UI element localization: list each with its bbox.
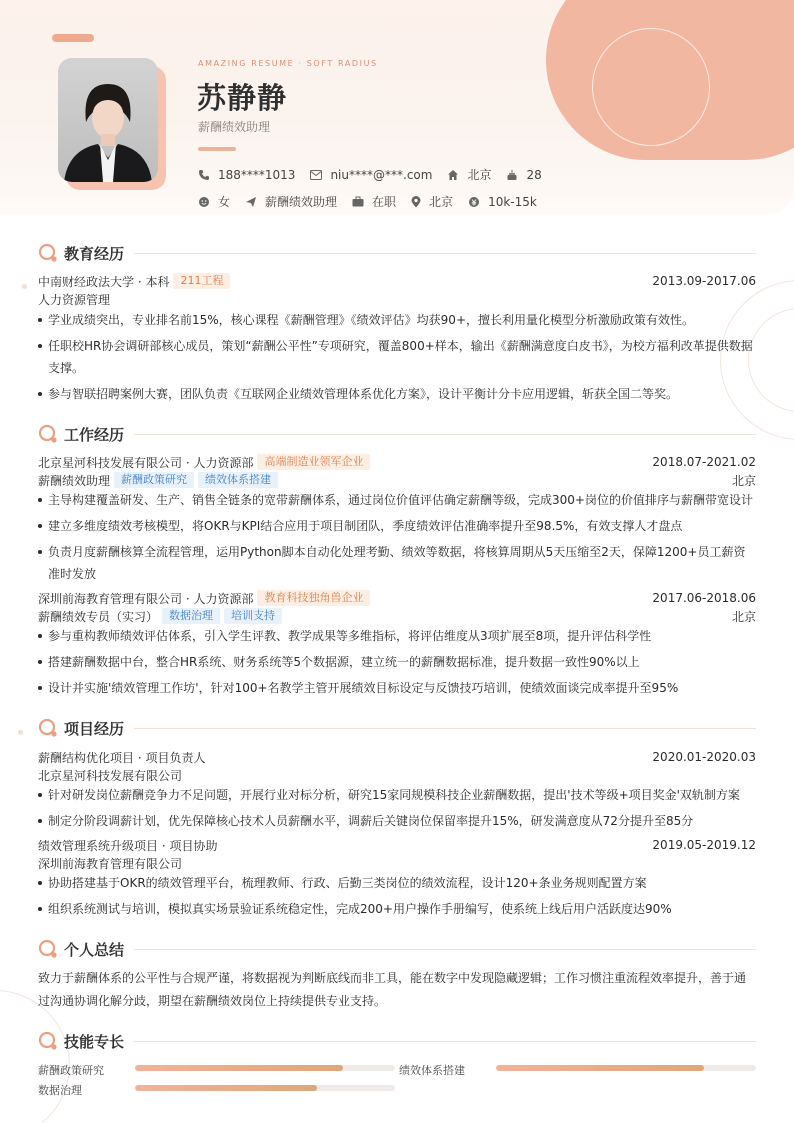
candidate-title: 薪酬绩效助理	[198, 120, 271, 134]
section-divider	[134, 434, 756, 435]
gender-info	[198, 193, 230, 210]
search-icon	[38, 1031, 58, 1051]
project-row	[38, 749, 756, 765]
summary-section-header	[38, 939, 756, 959]
job-city: 北京	[731, 473, 756, 488]
skill-bar	[135, 1065, 395, 1071]
summary-text: 致力于薪酬体系的公平性与合规严谨，将数据视为判断底线而非工具，能在数字中发现隐藏逻辑；工作习惯注重流程效率提升，善于通过沟通协调化解分歧，期望在薪酬绩效岗位上持续提供专业支持。	[38, 971, 747, 1008]
skill-name: 数据治理	[38, 1084, 82, 1097]
job-company-row	[38, 590, 756, 606]
school-tag: 211工程	[173, 273, 230, 289]
education-bullet: 学业成绩突出，专业排名前15%，核心课程《薪酬管理》《绩效评估》均获90+，擅长利用量化模型分析激励政策有效性。	[38, 309, 756, 331]
project-name: 薪酬结构优化项目 · 项目负责人	[38, 750, 206, 765]
skills-title: 技能专长	[64, 1032, 125, 1051]
portrait-icon	[58, 58, 158, 182]
project-org: 深圳前海教育管理有限公司	[38, 856, 183, 871]
skill-bar-fill	[135, 1085, 317, 1091]
salary-text: 10k-15k	[488, 194, 537, 209]
school-name: 中南财经政法大学 · 本科	[38, 274, 170, 289]
candidate-name: 苏静静	[197, 81, 288, 115]
position-tag: 培训支持	[224, 608, 282, 624]
target-job-text: 薪酬绩效助理	[265, 195, 338, 209]
major-row	[38, 291, 756, 307]
education-bullet: 任职校HR协会调研部核心成员，策划“薪酬公平性”专项研究，覆盖800+样本，输出《薪酬满意度白皮书》，为校方福利改革提供数据支撑。	[38, 335, 756, 379]
age-text: 28	[526, 167, 542, 182]
company-name: 北京星河科技发展有限公司 · 人力资源部	[38, 455, 254, 470]
status-info	[352, 193, 396, 210]
job-position-row	[38, 608, 756, 624]
project-org-row	[38, 855, 756, 871]
projects-title: 项目经历	[64, 719, 125, 738]
skill-bar	[496, 1065, 756, 1071]
job-city: 北京	[731, 609, 756, 624]
decorative-ring	[592, 28, 710, 146]
company-tag: 教育科技独角兽企业	[257, 590, 370, 606]
skill-name: 薪酬政策研究	[38, 1064, 104, 1077]
project-org-row	[38, 767, 756, 783]
position-tag: 绩效体系搭建	[198, 472, 278, 488]
intent-row	[198, 193, 552, 210]
target-city-text: 北京	[429, 195, 454, 209]
skill-name: 绩效体系搭建	[399, 1064, 465, 1077]
search-icon	[38, 939, 58, 959]
summary-title: 个人总结	[64, 940, 125, 959]
job-bullet: 建立多维度绩效考核模型，将OKR与KPI结合应用于项目制团队，季度绩效评估准确率提升至98.5%，有效支撑人才盘点	[38, 515, 756, 537]
smile-icon	[198, 196, 210, 208]
skills-section-header	[38, 1031, 756, 1051]
section-divider	[134, 949, 756, 950]
cake-icon	[506, 169, 518, 181]
section-divider	[134, 1041, 756, 1042]
education-row	[38, 273, 756, 289]
city-text: 北京	[467, 168, 492, 182]
search-icon	[38, 718, 58, 738]
target-city-info	[411, 193, 453, 210]
project-bullet: 组织系统测试与培训，模拟真实场景验证系统稳定性，完成200+用户操作手册编写，使系统上线后用户活跃度达90%	[38, 898, 756, 920]
job-position-row	[38, 472, 756, 488]
phone-icon	[198, 169, 210, 181]
education-section-header	[38, 243, 756, 263]
search-icon	[38, 243, 58, 263]
briefcase-icon	[352, 196, 364, 207]
gender-text: 女	[218, 195, 231, 209]
projects-section-header	[38, 718, 756, 738]
position-name: 薪酬绩效专员（实习）	[38, 609, 159, 624]
salary-info	[468, 195, 537, 209]
major-text: 人力资源管理	[38, 292, 111, 307]
project-bullet: 针对研发岗位薪酬竞争力不足问题，开展行业对标分析，研究15家同规模科技企业薪酬数据，提出'技术等级+项目奖金'双轨制方案	[38, 784, 756, 806]
decorative-dot	[18, 730, 23, 735]
job-bullet: 搭建薪酬数据中台，整合HR系统、财务系统等5个数据源，建立统一的薪酬数据标准，提升数据一致性90%以上	[38, 651, 756, 673]
job-company-row	[38, 454, 756, 470]
job-bullet: 参与重构教师绩效评估体系，引入学生评教、教学成果等多维指标，将评估维度从3项扩展至8项，提升评估科学性	[38, 625, 756, 647]
mail-icon	[310, 170, 322, 180]
project-date: 2019.05-2019.12	[652, 838, 756, 852]
position-tag: 数据治理	[162, 608, 220, 624]
section-divider	[134, 728, 756, 729]
home-icon	[447, 169, 459, 181]
job-bullet: 负责月度薪酬核算全流程管理，运用Python脚本自动化处理考勤、绩效等数据，将核算周期从5天压缩至2天，保障1200+员工薪资准时发放	[38, 541, 756, 585]
contact-row	[198, 166, 557, 183]
skill-bar-fill	[135, 1065, 343, 1071]
position-tag: 薪酬政策研究	[114, 472, 194, 488]
title-underline	[198, 147, 236, 151]
target-job-info	[245, 193, 337, 210]
section-divider	[134, 253, 756, 254]
job-bullet: 设计并实施'绩效管理工作坊'，针对100+名教学主管开展绩效目标设定与反馈技巧培训，使绩效面谈完成率提升至95%	[38, 677, 756, 699]
age-info	[506, 168, 541, 182]
phone-text: 188****1013	[218, 167, 296, 182]
project-bullet: 制定分阶段调薪计划，优先保障核心技术人员薪酬水平，调薪后关键岗位保留率提升15%，研发满意度从72分提升至85分	[38, 810, 756, 832]
education-bullet: 参与智联招聘案例大赛，团队负责《互联网企业绩效管理体系优化方案》，设计平衡计分卡应用逻辑，斩获全国二等奖。	[38, 383, 756, 405]
location-pin-icon	[411, 196, 421, 208]
phone-info	[198, 168, 295, 182]
search-icon	[38, 424, 58, 444]
decorative-bar	[52, 34, 94, 42]
project-org: 北京星河科技发展有限公司	[38, 768, 183, 783]
company-name: 深圳前海教育管理有限公司 · 人力资源部	[38, 591, 254, 606]
job-date: 2018.07-2021.02	[652, 455, 756, 469]
money-icon	[468, 196, 480, 208]
project-bullet: 协助搭建基于OKR的绩效管理平台，梳理教师、行政、后勤三类岗位的绩效流程，设计120+条业务规则配置方案	[38, 872, 756, 894]
resume-header	[0, 0, 794, 214]
skill-bar-fill	[496, 1065, 704, 1071]
company-tag: 高端制造业领军企业	[257, 454, 370, 470]
send-icon	[245, 196, 257, 208]
job-bullet: 主导构建覆盖研发、生产、销售全链条的宽带薪酬体系，通过岗位价值评估确定薪酬等级，完成300+岗位的价值排序与薪酬带宽设计	[38, 489, 756, 511]
profile-photo	[58, 58, 158, 182]
work-title: 工作经历	[64, 425, 125, 444]
education-title: 教育经历	[64, 244, 125, 263]
skill-bar	[135, 1085, 395, 1091]
decorative-dot	[22, 284, 27, 289]
position-name: 薪酬绩效助理	[38, 473, 111, 488]
project-name: 绩效管理系统升级项目 · 项目协助	[38, 838, 218, 853]
tagline: AMAZING RESUME · SOFT RADIUS	[198, 59, 378, 68]
project-row	[38, 837, 756, 853]
education-date: 2013.09-2017.06	[652, 274, 756, 288]
project-date: 2020.01-2020.03	[652, 750, 756, 764]
job-date: 2017.06-2018.06	[652, 591, 756, 605]
city-info	[447, 166, 491, 183]
email-info	[310, 168, 432, 182]
status-text: 在职	[372, 195, 397, 209]
email-text: niu****@***.com	[330, 167, 433, 182]
work-section-header	[38, 424, 756, 444]
